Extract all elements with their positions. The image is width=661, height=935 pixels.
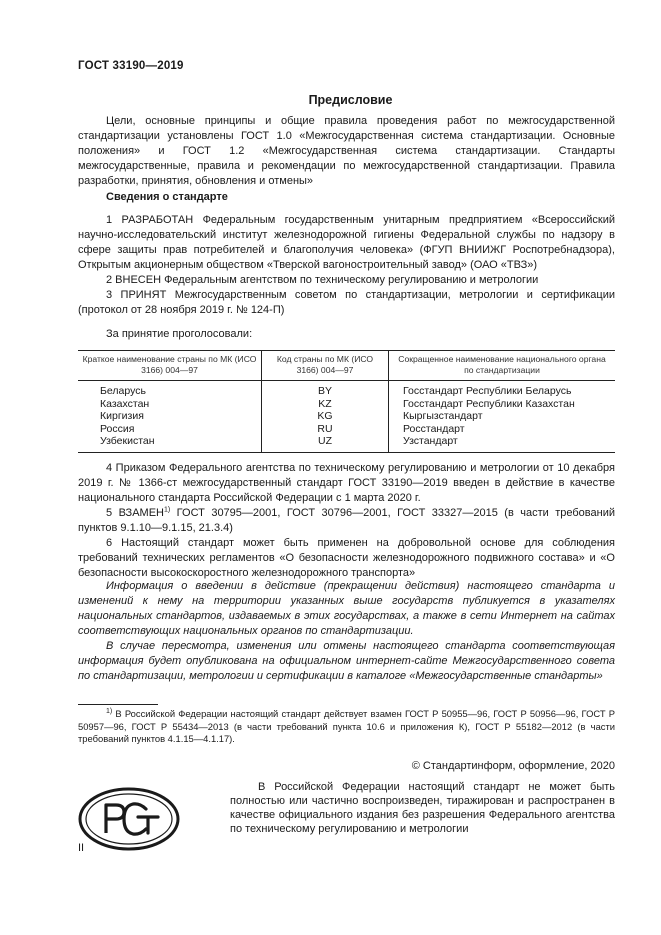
info-block — [78, 579, 615, 684]
cell-country: Узбекистан — [78, 435, 262, 452]
item-submitted: 2 ВНЕСЕН Федеральным агентством по техническому регулированию и метрологии — [106, 274, 539, 286]
voting-table-header — [78, 351, 615, 381]
cell-code: KG — [262, 410, 389, 423]
cell-body: Госстандарт Республики Беларусь — [403, 385, 572, 397]
cell-country: Киргизия — [78, 410, 262, 423]
cell-country: Беларусь — [78, 381, 262, 398]
item-adopted: 3 ПРИНЯТ Межгосударственным советом по стандартизации, метрологии и сертификации (протокол от 28 ноября 2019 г. № 124-П) — [78, 289, 615, 316]
document-id-header: ГОСТ 33190—2019 — [78, 60, 184, 72]
column-header-code: Код страны по МК (ИСО 3166) 004—97 — [262, 351, 389, 381]
page-number: II — [78, 842, 85, 854]
cell-body: Росстандарт — [403, 422, 465, 435]
table-row — [78, 398, 615, 411]
cell-code: RU — [262, 423, 389, 436]
cell-country: Россия — [78, 423, 262, 436]
item-developed: 1 РАЗРАБОТАН Федеральным государственным унитарным предприятием «Всероссийский научно-исследовательский институт железнодорожной гигиены Федеральной службы по надзору в сфере защиты прав потребителей и благополучия человека» (ФГУП ВНИИЖГ Роспотребнадзора), Открытым акционерным обществом «Тверской вагоностроительный завод» (ОАО «ТВЗ») — [78, 214, 615, 271]
cell-code: BY — [262, 381, 389, 398]
footnote-reference: 1) — [163, 505, 171, 513]
intro-paragraph: Цели, основные принципы и общие правила проведения работ по межгосударственной стандартизации установлены ГОСТ 1.0 «Межгосударственная система стандартизации. Основные положения» и ГОСТ 1.2 «Межгосударственная система стандартизации. Стандарты межгосударственные, правила и рекомендации по межгосударственной стандартизации. Правила разработки, принятия, обновления и отмены» — [78, 115, 615, 187]
intro-block — [78, 114, 615, 189]
table-row — [78, 381, 615, 398]
column-header-country: Краткое наименование страны по МК (ИСО 3166) 004—97 — [78, 351, 262, 381]
reproduction-notice: В Российской Федерации настоящий стандарт не может быть полностью или частично воспроизведен, тиражирован и распространен в качестве официального издания без разрешения Федерального агентства по техническому регулированию и метрологии — [230, 781, 615, 835]
item-replaces-rest: ГОСТ 30795—2001, ГОСТ 30796—2001, ГОСТ 33327—2015 (в части требований пунктов 9.1.10—9.1.15, 21.3.4) — [78, 506, 615, 534]
item-replaces — [78, 506, 615, 536]
section-subheading: Сведения о стандарте — [106, 191, 228, 203]
info-paragraph-publication: Информация о введении в действие (прекращении действия) настоящего стандарта и изменений к нему на территории указанных выше государств публикуется в указателях национальных стандартов, издаваемых в этих государствах, а также в сети Интернет на сайтах соответствующих национальных органов по стандартизации. — [78, 580, 615, 637]
copyright: © Стандартинформ, оформление, 2020 — [411, 760, 615, 772]
footnote-text: В Российской Федерации настоящий стандарт действует взамен ГОСТ Р 50955—96, ГОСТ Р 50956—96, ГОСТ Р 50957—96, ГОСТ Р 55434—2013 (в части требований пункта 10.6 и приложения К), ГОСТ Р 55182—2012 (в части требований пунктов 4.1.15—4.1.17). — [78, 708, 615, 744]
rst-logo-icon — [78, 787, 180, 851]
rst-logo — [78, 787, 180, 851]
footnote-divider — [78, 704, 158, 705]
column-header-body: Сокращенное наименование национального органа по стандартизации — [389, 351, 616, 381]
item-enacted: 4 Приказом Федерального агентства по техническому регулированию и метрологии от 10 декабря 2019 г. № 1366-ст межгосударственный стандарт ГОСТ 33190—2019 введен в действие в качестве национального стандарта Российской Федерации с 1 марта 2020 г. — [78, 461, 615, 504]
cell-code: KZ — [262, 398, 389, 411]
info-paragraph-revision: В случае пересмотра, изменения или отмены настоящего стандарта соответствующая информация будет опубликована на официальном интернет-сайте Межгосударственного совета по стандартизации, метрологии и сертификации в каталоге «Межгосударственные стандарты» — [78, 640, 615, 682]
item-replaces-prefix: 5 ВЗАМЕН — [106, 506, 164, 519]
voting-table — [78, 350, 615, 453]
voted-label: За принятие проголосовали: — [106, 328, 253, 340]
page-title: Предисловие — [308, 93, 393, 107]
item-voluntary: 6 Настоящий стандарт может быть применен на добровольной основе для соблюдения требований технических регламентов «О безопасности железнодорожного подвижного состава» и «О безопасности высокоскоростного железнодорожного транспорта» — [78, 536, 615, 579]
cell-body: Узстандарт — [389, 435, 616, 452]
cell-body: Госстандарт Республики Казахстан — [403, 397, 575, 410]
table-row — [78, 410, 615, 423]
table-row — [78, 423, 615, 436]
cell-body: Кыргызстандарт — [403, 410, 483, 422]
cell-code: UZ — [262, 435, 389, 452]
footnote — [78, 708, 615, 746]
standard-info-section — [78, 190, 615, 581]
table-row — [78, 435, 615, 452]
footnote-marker: 1) — [106, 707, 113, 715]
cell-country: Казахстан — [78, 398, 262, 411]
